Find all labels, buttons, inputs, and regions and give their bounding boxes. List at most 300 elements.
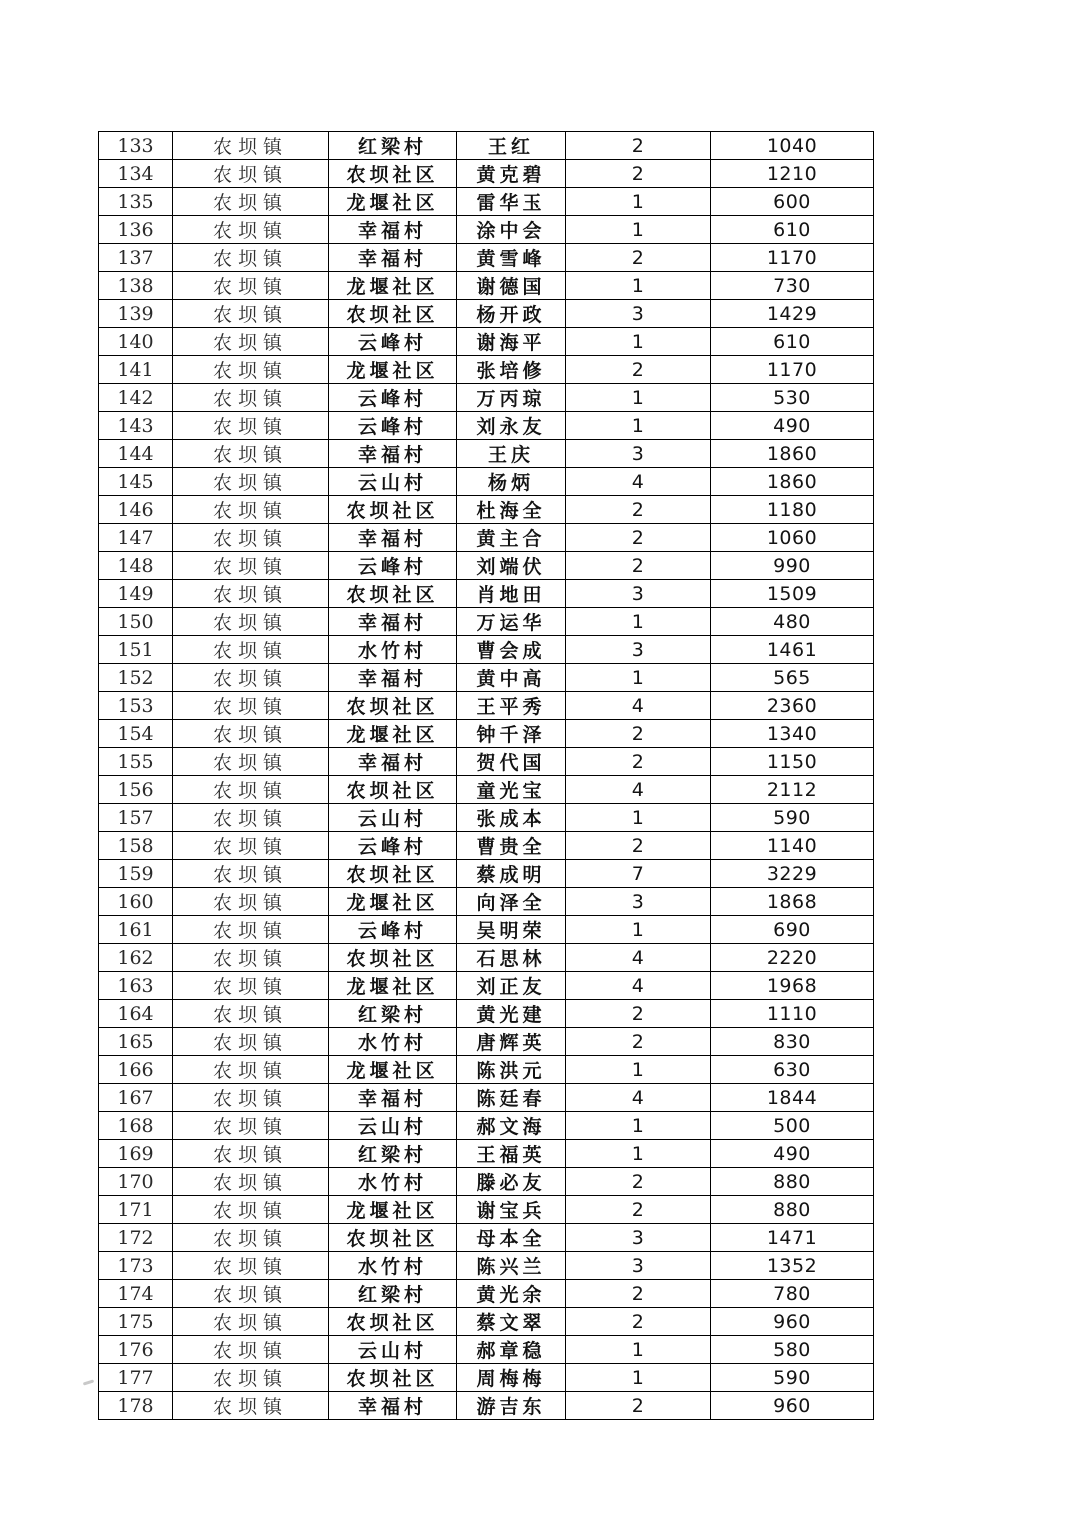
- table-row: [99, 1252, 874, 1280]
- amount-cell: 1340: [711, 720, 874, 748]
- person-name-cell: 曹会成: [457, 636, 566, 664]
- row-number-cell: 178: [99, 1392, 173, 1420]
- amount-cell: 1968: [711, 972, 874, 1000]
- village-cell: 云峰村: [329, 412, 457, 440]
- row-number-cell: 155: [99, 748, 173, 776]
- table-row: [99, 1308, 874, 1336]
- table-row: [99, 944, 874, 972]
- count-cell: 2: [566, 748, 711, 776]
- amount-cell: 1040: [711, 132, 874, 160]
- town-cell: 农坝镇: [173, 1028, 329, 1056]
- town-cell: 农坝镇: [173, 1392, 329, 1420]
- person-name-cell: 吴明荣: [457, 916, 566, 944]
- row-number-cell: 168: [99, 1112, 173, 1140]
- town-cell: 农坝镇: [173, 748, 329, 776]
- person-name-cell: 郝章稳: [457, 1336, 566, 1364]
- count-cell: 3: [566, 636, 711, 664]
- amount-cell: 590: [711, 1364, 874, 1392]
- village-cell: 龙堰社区: [329, 720, 457, 748]
- row-number-cell: 169: [99, 1140, 173, 1168]
- table-row: [99, 216, 874, 244]
- town-cell: 农坝镇: [173, 720, 329, 748]
- count-cell: 2: [566, 552, 711, 580]
- person-name-cell: 黄光余: [457, 1280, 566, 1308]
- person-name-cell: 王福英: [457, 1140, 566, 1168]
- village-cell: 水竹村: [329, 1252, 457, 1280]
- person-name-cell: 刘端伏: [457, 552, 566, 580]
- count-cell: 1: [566, 1140, 711, 1168]
- table-row: [99, 188, 874, 216]
- amount-cell: 830: [711, 1028, 874, 1056]
- village-cell: 农坝社区: [329, 160, 457, 188]
- amount-cell: 1868: [711, 888, 874, 916]
- table-row: [99, 1168, 874, 1196]
- table-row: [99, 804, 874, 832]
- amount-cell: 1860: [711, 440, 874, 468]
- village-cell: 云山村: [329, 468, 457, 496]
- person-name-cell: 刘永友: [457, 412, 566, 440]
- table-row: [99, 1084, 874, 1112]
- count-cell: 4: [566, 468, 711, 496]
- amount-cell: 1352: [711, 1252, 874, 1280]
- town-cell: 农坝镇: [173, 524, 329, 552]
- person-name-cell: 黄中高: [457, 664, 566, 692]
- person-name-cell: 肖地田: [457, 580, 566, 608]
- village-cell: 农坝社区: [329, 776, 457, 804]
- count-cell: 1: [566, 1364, 711, 1392]
- town-cell: 农坝镇: [173, 1196, 329, 1224]
- person-name-cell: 滕必友: [457, 1168, 566, 1196]
- amount-cell: 600: [711, 188, 874, 216]
- town-cell: 农坝镇: [173, 860, 329, 888]
- person-name-cell: 杨炳: [457, 468, 566, 496]
- row-number-cell: 140: [99, 328, 173, 356]
- row-number-cell: 161: [99, 916, 173, 944]
- town-cell: 农坝镇: [173, 272, 329, 300]
- village-cell: 云峰村: [329, 916, 457, 944]
- amount-cell: 490: [711, 1140, 874, 1168]
- village-cell: 红梁村: [329, 1140, 457, 1168]
- amount-cell: 580: [711, 1336, 874, 1364]
- count-cell: 1: [566, 188, 711, 216]
- count-cell: 3: [566, 300, 711, 328]
- person-name-cell: 郝文海: [457, 1112, 566, 1140]
- village-cell: 龙堰社区: [329, 972, 457, 1000]
- person-name-cell: 杜海全: [457, 496, 566, 524]
- amount-cell: 610: [711, 328, 874, 356]
- village-cell: 农坝社区: [329, 860, 457, 888]
- row-number-cell: 149: [99, 580, 173, 608]
- person-name-cell: 石思林: [457, 944, 566, 972]
- amount-cell: 690: [711, 916, 874, 944]
- village-cell: 龙堰社区: [329, 1056, 457, 1084]
- table-row: [99, 412, 874, 440]
- count-cell: 1: [566, 328, 711, 356]
- town-cell: 农坝镇: [173, 1112, 329, 1140]
- table-row: [99, 748, 874, 776]
- count-cell: 4: [566, 776, 711, 804]
- count-cell: 1: [566, 384, 711, 412]
- person-name-cell: 刘正友: [457, 972, 566, 1000]
- row-number-cell: 151: [99, 636, 173, 664]
- person-name-cell: 谢宝兵: [457, 1196, 566, 1224]
- table-row: [99, 832, 874, 860]
- person-name-cell: 黄主合: [457, 524, 566, 552]
- count-cell: 1: [566, 216, 711, 244]
- amount-cell: 1471: [711, 1224, 874, 1252]
- table-row: [99, 888, 874, 916]
- table-row: [99, 132, 874, 160]
- count-cell: 2: [566, 1280, 711, 1308]
- person-name-cell: 杨开政: [457, 300, 566, 328]
- amount-cell: 1170: [711, 356, 874, 384]
- person-name-cell: 王红: [457, 132, 566, 160]
- village-cell: 水竹村: [329, 1168, 457, 1196]
- person-name-cell: 童光宝: [457, 776, 566, 804]
- count-cell: 1: [566, 1336, 711, 1364]
- row-number-cell: 148: [99, 552, 173, 580]
- count-cell: 2: [566, 524, 711, 552]
- row-number-cell: 152: [99, 664, 173, 692]
- amount-cell: 1170: [711, 244, 874, 272]
- person-name-cell: 陈廷春: [457, 1084, 566, 1112]
- table-row: [99, 552, 874, 580]
- amount-cell: 480: [711, 608, 874, 636]
- village-cell: 云山村: [329, 1336, 457, 1364]
- town-cell: 农坝镇: [173, 132, 329, 160]
- count-cell: 1: [566, 916, 711, 944]
- count-cell: 1: [566, 664, 711, 692]
- amount-cell: 1429: [711, 300, 874, 328]
- person-name-cell: 张培修: [457, 356, 566, 384]
- amount-cell: 880: [711, 1168, 874, 1196]
- amount-cell: 1060: [711, 524, 874, 552]
- village-cell: 云峰村: [329, 328, 457, 356]
- table-row: [99, 1336, 874, 1364]
- person-name-cell: 万运华: [457, 608, 566, 636]
- table-row: [99, 972, 874, 1000]
- village-cell: 农坝社区: [329, 580, 457, 608]
- table-row: [99, 272, 874, 300]
- town-cell: 农坝镇: [173, 1000, 329, 1028]
- amount-cell: 960: [711, 1392, 874, 1420]
- village-cell: 农坝社区: [329, 692, 457, 720]
- row-number-cell: 138: [99, 272, 173, 300]
- person-name-cell: 唐辉英: [457, 1028, 566, 1056]
- table-row: [99, 244, 874, 272]
- village-cell: 水竹村: [329, 636, 457, 664]
- person-name-cell: 雷华玉: [457, 188, 566, 216]
- amount-cell: 880: [711, 1196, 874, 1224]
- table-row: [99, 860, 874, 888]
- table-row: [99, 1392, 874, 1420]
- town-cell: 农坝镇: [173, 496, 329, 524]
- town-cell: 农坝镇: [173, 916, 329, 944]
- row-number-cell: 163: [99, 972, 173, 1000]
- table-row: [99, 356, 874, 384]
- count-cell: 2: [566, 1000, 711, 1028]
- town-cell: 农坝镇: [173, 580, 329, 608]
- village-cell: 农坝社区: [329, 1308, 457, 1336]
- row-number-cell: 177: [99, 1364, 173, 1392]
- person-name-cell: 王平秀: [457, 692, 566, 720]
- person-name-cell: 周梅梅: [457, 1364, 566, 1392]
- village-cell: 红梁村: [329, 1000, 457, 1028]
- person-name-cell: 谢海平: [457, 328, 566, 356]
- row-number-cell: 153: [99, 692, 173, 720]
- table-body: [99, 132, 874, 1420]
- row-number-cell: 167: [99, 1084, 173, 1112]
- amount-cell: 590: [711, 804, 874, 832]
- table-row: [99, 692, 874, 720]
- table-row: [99, 776, 874, 804]
- row-number-cell: 170: [99, 1168, 173, 1196]
- count-cell: 4: [566, 692, 711, 720]
- person-name-cell: 游吉东: [457, 1392, 566, 1420]
- table-row: [99, 496, 874, 524]
- village-cell: 农坝社区: [329, 944, 457, 972]
- town-cell: 农坝镇: [173, 1224, 329, 1252]
- count-cell: 1: [566, 804, 711, 832]
- count-cell: 1: [566, 1112, 711, 1140]
- amount-cell: 780: [711, 1280, 874, 1308]
- village-cell: 幸福村: [329, 664, 457, 692]
- count-cell: 2: [566, 832, 711, 860]
- village-cell: 云山村: [329, 804, 457, 832]
- amount-cell: 1860: [711, 468, 874, 496]
- town-cell: 农坝镇: [173, 1364, 329, 1392]
- row-number-cell: 145: [99, 468, 173, 496]
- person-name-cell: 王庆: [457, 440, 566, 468]
- village-cell: 幸福村: [329, 216, 457, 244]
- amount-cell: 490: [711, 412, 874, 440]
- row-number-cell: 172: [99, 1224, 173, 1252]
- town-cell: 农坝镇: [173, 216, 329, 244]
- count-cell: 1: [566, 272, 711, 300]
- person-name-cell: 张成本: [457, 804, 566, 832]
- row-number-cell: 157: [99, 804, 173, 832]
- person-name-cell: 曹贵全: [457, 832, 566, 860]
- table-row: [99, 664, 874, 692]
- village-cell: 农坝社区: [329, 1364, 457, 1392]
- count-cell: 3: [566, 888, 711, 916]
- count-cell: 2: [566, 1196, 711, 1224]
- amount-cell: 1509: [711, 580, 874, 608]
- town-cell: 农坝镇: [173, 412, 329, 440]
- village-cell: 云峰村: [329, 384, 457, 412]
- town-cell: 农坝镇: [173, 972, 329, 1000]
- count-cell: 2: [566, 356, 711, 384]
- village-cell: 龙堰社区: [329, 188, 457, 216]
- amount-cell: 1210: [711, 160, 874, 188]
- table-row: [99, 580, 874, 608]
- count-cell: 4: [566, 972, 711, 1000]
- scan-speck: [83, 1379, 94, 1385]
- row-number-cell: 158: [99, 832, 173, 860]
- person-name-cell: 蔡文翠: [457, 1308, 566, 1336]
- amount-cell: 990: [711, 552, 874, 580]
- row-number-cell: 174: [99, 1280, 173, 1308]
- village-cell: 红梁村: [329, 132, 457, 160]
- village-cell: 龙堰社区: [329, 888, 457, 916]
- amount-cell: 2112: [711, 776, 874, 804]
- town-cell: 农坝镇: [173, 468, 329, 496]
- table-row: [99, 384, 874, 412]
- count-cell: 4: [566, 1084, 711, 1112]
- person-name-cell: 向泽全: [457, 888, 566, 916]
- village-cell: 幸福村: [329, 1084, 457, 1112]
- table-row: [99, 608, 874, 636]
- town-cell: 农坝镇: [173, 356, 329, 384]
- table-row: [99, 1000, 874, 1028]
- town-cell: 农坝镇: [173, 300, 329, 328]
- count-cell: 2: [566, 1028, 711, 1056]
- person-name-cell: 贺代国: [457, 748, 566, 776]
- row-number-cell: 135: [99, 188, 173, 216]
- amount-cell: 530: [711, 384, 874, 412]
- row-number-cell: 160: [99, 888, 173, 916]
- table-row: [99, 160, 874, 188]
- row-number-cell: 154: [99, 720, 173, 748]
- row-number-cell: 146: [99, 496, 173, 524]
- town-cell: 农坝镇: [173, 832, 329, 860]
- count-cell: 2: [566, 244, 711, 272]
- row-number-cell: 175: [99, 1308, 173, 1336]
- count-cell: 2: [566, 1168, 711, 1196]
- town-cell: 农坝镇: [173, 1336, 329, 1364]
- town-cell: 农坝镇: [173, 608, 329, 636]
- table-row: [99, 440, 874, 468]
- village-cell: 幸福村: [329, 524, 457, 552]
- table-row: [99, 1140, 874, 1168]
- person-name-cell: 陈兴兰: [457, 1252, 566, 1280]
- count-cell: 4: [566, 944, 711, 972]
- data-table: [98, 131, 874, 1420]
- amount-cell: 630: [711, 1056, 874, 1084]
- town-cell: 农坝镇: [173, 328, 329, 356]
- village-cell: 幸福村: [329, 244, 457, 272]
- town-cell: 农坝镇: [173, 244, 329, 272]
- person-name-cell: 涂中会: [457, 216, 566, 244]
- town-cell: 农坝镇: [173, 1140, 329, 1168]
- village-cell: 农坝社区: [329, 496, 457, 524]
- count-cell: 2: [566, 1308, 711, 1336]
- count-cell: 2: [566, 132, 711, 160]
- table-row: [99, 1196, 874, 1224]
- amount-cell: 2360: [711, 692, 874, 720]
- town-cell: 农坝镇: [173, 888, 329, 916]
- village-cell: 水竹村: [329, 1028, 457, 1056]
- town-cell: 农坝镇: [173, 160, 329, 188]
- village-cell: 农坝社区: [329, 300, 457, 328]
- town-cell: 农坝镇: [173, 804, 329, 832]
- town-cell: 农坝镇: [173, 188, 329, 216]
- row-number-cell: 159: [99, 860, 173, 888]
- person-name-cell: 黄克碧: [457, 160, 566, 188]
- village-cell: 云山村: [329, 1112, 457, 1140]
- person-name-cell: 谢德国: [457, 272, 566, 300]
- amount-cell: 500: [711, 1112, 874, 1140]
- count-cell: 3: [566, 440, 711, 468]
- town-cell: 农坝镇: [173, 440, 329, 468]
- person-name-cell: 黄光建: [457, 1000, 566, 1028]
- count-cell: 2: [566, 720, 711, 748]
- table-row: [99, 636, 874, 664]
- row-number-cell: 137: [99, 244, 173, 272]
- town-cell: 农坝镇: [173, 1168, 329, 1196]
- village-cell: 云峰村: [329, 552, 457, 580]
- table-row: [99, 300, 874, 328]
- village-cell: 云峰村: [329, 832, 457, 860]
- count-cell: 1: [566, 1056, 711, 1084]
- row-number-cell: 134: [99, 160, 173, 188]
- row-number-cell: 164: [99, 1000, 173, 1028]
- village-cell: 龙堰社区: [329, 1196, 457, 1224]
- town-cell: 农坝镇: [173, 1056, 329, 1084]
- table-row: [99, 1224, 874, 1252]
- person-name-cell: 母本全: [457, 1224, 566, 1252]
- amount-cell: 730: [711, 272, 874, 300]
- row-number-cell: 147: [99, 524, 173, 552]
- count-cell: 3: [566, 580, 711, 608]
- row-number-cell: 139: [99, 300, 173, 328]
- table-row: [99, 720, 874, 748]
- count-cell: 2: [566, 1392, 711, 1420]
- village-cell: 幸福村: [329, 440, 457, 468]
- amount-cell: 960: [711, 1308, 874, 1336]
- amount-cell: 1140: [711, 832, 874, 860]
- amount-cell: 1150: [711, 748, 874, 776]
- row-number-cell: 133: [99, 132, 173, 160]
- town-cell: 农坝镇: [173, 664, 329, 692]
- amount-cell: 1180: [711, 496, 874, 524]
- town-cell: 农坝镇: [173, 1308, 329, 1336]
- row-number-cell: 142: [99, 384, 173, 412]
- person-name-cell: 钟千泽: [457, 720, 566, 748]
- village-cell: 幸福村: [329, 1392, 457, 1420]
- town-cell: 农坝镇: [173, 552, 329, 580]
- row-number-cell: 143: [99, 412, 173, 440]
- village-cell: 幸福村: [329, 608, 457, 636]
- count-cell: 7: [566, 860, 711, 888]
- person-name-cell: 万丙琼: [457, 384, 566, 412]
- count-cell: 3: [566, 1252, 711, 1280]
- town-cell: 农坝镇: [173, 944, 329, 972]
- row-number-cell: 162: [99, 944, 173, 972]
- table-row: [99, 1112, 874, 1140]
- row-number-cell: 150: [99, 608, 173, 636]
- town-cell: 农坝镇: [173, 636, 329, 664]
- village-cell: 幸福村: [329, 748, 457, 776]
- count-cell: 2: [566, 160, 711, 188]
- count-cell: 2: [566, 496, 711, 524]
- amount-cell: 3229: [711, 860, 874, 888]
- row-number-cell: 144: [99, 440, 173, 468]
- table-row: [99, 524, 874, 552]
- count-cell: 1: [566, 412, 711, 440]
- town-cell: 农坝镇: [173, 384, 329, 412]
- person-name-cell: 黄雪峰: [457, 244, 566, 272]
- table-row: [99, 1028, 874, 1056]
- row-number-cell: 176: [99, 1336, 173, 1364]
- row-number-cell: 171: [99, 1196, 173, 1224]
- village-cell: 红梁村: [329, 1280, 457, 1308]
- town-cell: 农坝镇: [173, 692, 329, 720]
- count-cell: 3: [566, 1224, 711, 1252]
- table-row: [99, 328, 874, 356]
- row-number-cell: 136: [99, 216, 173, 244]
- amount-cell: 1110: [711, 1000, 874, 1028]
